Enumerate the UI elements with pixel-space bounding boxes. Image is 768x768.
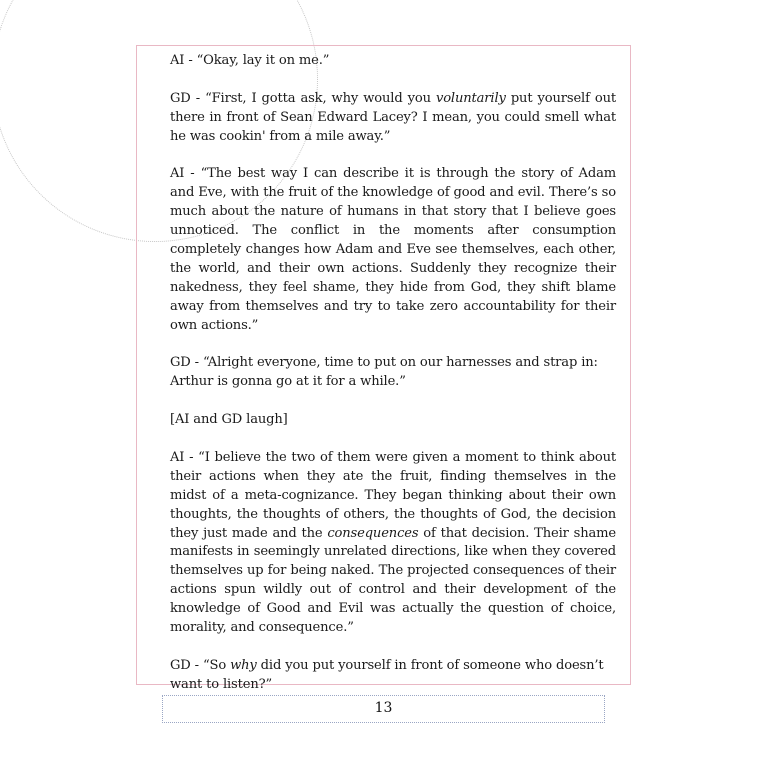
dialogue-paragraph	[170, 657, 616, 695]
dialogue-paragraph	[170, 52, 616, 71]
paragraph-text: GD - “First, I gotta ask, why would you	[170, 90, 436, 106]
dialogue-paragraph	[170, 90, 616, 147]
paragraph-text: GD - “Alright everyone, time to put on our harnesses and strap in: Arthur is gonna go at it for a while.”	[170, 355, 598, 390]
paragraph-text: GD - “So	[170, 657, 231, 673]
paragraph-text: did you put yourself in front of someone who doesn’t want to listen?”	[170, 657, 604, 692]
dialogue-paragraph	[170, 411, 616, 430]
paragraph-text: [AI and GD laugh]	[170, 412, 288, 428]
emphasis-text: why	[230, 657, 257, 673]
paragraph-text: of that decision. Their shame manifests in seemingly unrelated directions, like when they covered themselves up for being naked. The projected consequences of their actions spun wildly out of control and their development of the knowledge of Good and Evil was actually the question of choice, morality, and consequence.”	[170, 525, 617, 636]
page-number: 13	[374, 700, 393, 716]
paragraph-text: AI - “Okay, lay it on me.”	[170, 53, 330, 68]
transcript-body	[170, 52, 616, 695]
page-footer	[162, 695, 605, 723]
dialogue-paragraph	[170, 449, 616, 638]
emphasis-text: voluntarily	[435, 90, 506, 106]
paragraph-text: put yourself out there in front of Sean Edward Lacey? I mean, you could smell what he was cookin' from a mile away.”	[170, 90, 616, 144]
emphasis-text: consequences	[327, 525, 419, 541]
dialogue-paragraph	[170, 165, 616, 335]
dialogue-paragraph	[170, 354, 616, 392]
paragraph-text: AI - “I believe the two of them were given a moment to think about their actions when they ate the fruit, finding themselves in the midst of a meta-cognizance. They began thinking about their own thoughts, the thoughts of others, the thoughts of God, the decision they just made and the	[170, 449, 616, 541]
paragraph-text: AI - “The best way I can describe it is through the story of Adam and Eve, with the fruit of the knowledge of good and evil. There’s so much about the nature of humans in that story that I believe goes unnoticed. The conflict in the moments after consumption completely changes how Adam and Eve see themselves, each other, the world, and their own actions. Suddenly they recognize their nakedness, they feel shame, they hide from God, they shift blame away from themselves and try to take zero accountability for their own actions.”	[170, 166, 616, 333]
